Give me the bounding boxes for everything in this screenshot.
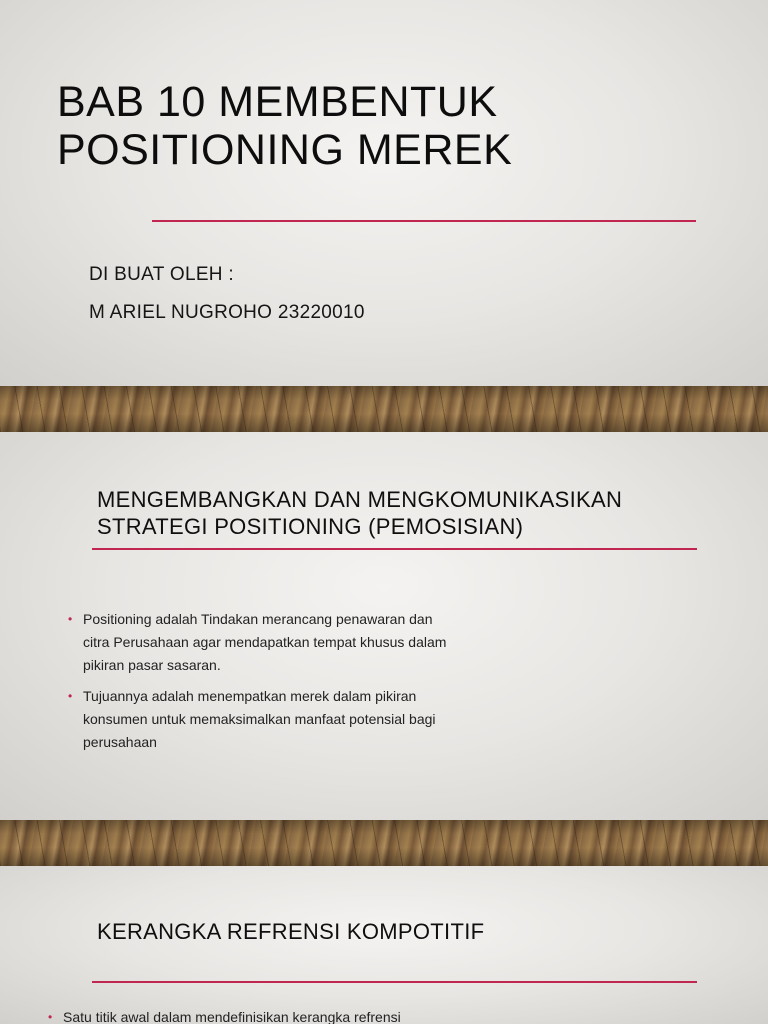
list-item: • Satu titik awal dalam mendefinisikan kerangka refrensi (48, 1006, 548, 1024)
list-item (68, 608, 468, 677)
title-line-2: POSITIONING MEREK (57, 126, 513, 174)
bullet-1-line-2: citra Perusahaan agar mendapatkan tempat khusus dalam (83, 634, 447, 650)
slide-title-heading (57, 78, 512, 174)
bullet-2-line-1: • Tujuannya adalah menempatkan merek dalam pikiran (83, 688, 417, 704)
slide-competitive-frame (0, 866, 768, 1024)
slide2-bullet-list (68, 608, 468, 754)
author-label: DI BUAT OLEH : (89, 264, 234, 285)
bullet-2-line-2: konsumen untuk memaksimalkan manfaat potensial bagi (83, 711, 436, 727)
slide2-heading-line-2: STRATEGI POSITIONING (PEMOSISIAN) (97, 514, 524, 539)
bullet-2-line-3: perusahaan (83, 734, 157, 750)
slide-positioning-strategy (0, 432, 768, 820)
wood-floor-divider (0, 386, 768, 432)
wood-floor-divider (0, 820, 768, 866)
slide3-heading: KERANGKA REFRENSI KOMPOTITIF (97, 919, 485, 944)
bullet-1-line-1: • Positioning adalah Tindakan merancang penawaran dan (83, 611, 433, 627)
slide3-bullet-list (48, 1006, 548, 1024)
slide-title (0, 0, 768, 386)
slide2-heading (97, 486, 622, 540)
slide2-divider (92, 548, 697, 550)
title-divider (152, 220, 696, 222)
slide3-divider (92, 981, 697, 983)
bullet-1-line-3: pikiran pasar sasaran. (83, 657, 221, 673)
slide2-heading-line-1: MENGEMBANGKAN DAN MENGKOMUNIKASIKAN (97, 487, 623, 512)
author-name: M ARIEL NUGROHO 23220010 (89, 302, 365, 323)
title-line-1: BAB 10 MEMBENTUK (57, 78, 498, 126)
list-item (68, 685, 468, 754)
